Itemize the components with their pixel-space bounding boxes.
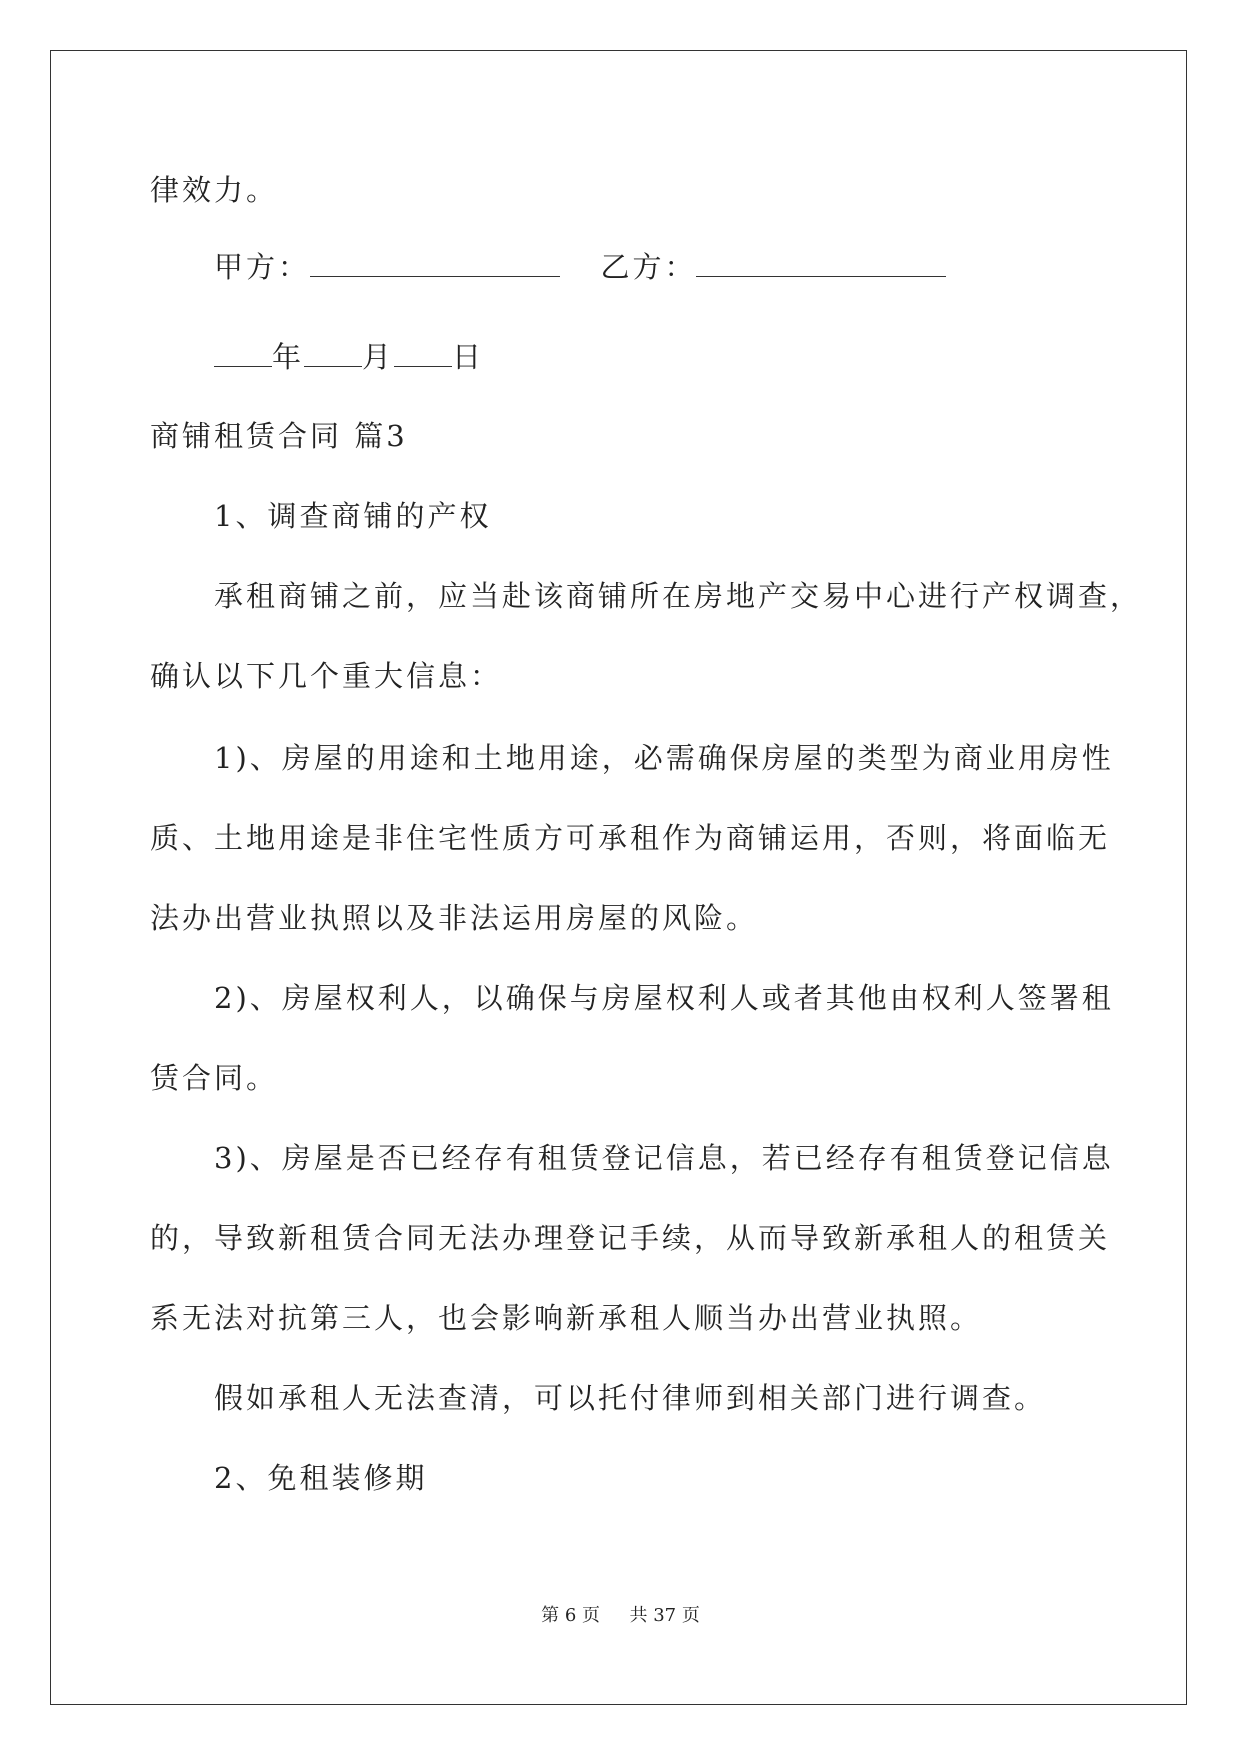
month-blank bbox=[304, 336, 362, 367]
paragraph-line: 系无法对抗第三人，也会影响新承租人顺当办出营业执照。 bbox=[150, 1301, 983, 1335]
paragraph-line: 确认以下几个重大信息： bbox=[150, 659, 503, 693]
page-footer bbox=[0, 1604, 1241, 1628]
day-label: 日 bbox=[452, 340, 485, 374]
signature-row bbox=[214, 246, 946, 287]
party-a-label: 甲方： bbox=[214, 250, 311, 284]
day-blank bbox=[394, 336, 452, 367]
page-total: 共 37 页 bbox=[629, 1605, 700, 1626]
year-label: 年 bbox=[272, 340, 305, 374]
paragraph-line: 法办出营业执照以及非法运用房屋的风险。 bbox=[150, 901, 759, 935]
party-b-label: 乙方： bbox=[600, 250, 697, 284]
paragraph-line: 假如承租人无法查清，可以托付律师到相关部门进行调查。 bbox=[214, 1381, 1047, 1415]
paragraph-line: 的，导致新租赁合同无法办理登记手续，从而导致新承租人的租赁关 bbox=[150, 1221, 1111, 1255]
section-heading: 商铺租赁合同 篇3 bbox=[150, 419, 408, 453]
subsection-heading: 1、调查商铺的产权 bbox=[214, 499, 492, 533]
paragraph-line: 赁合同。 bbox=[150, 1061, 279, 1095]
subsection-heading: 2、免租装修期 bbox=[214, 1461, 428, 1495]
party-b-blank bbox=[696, 246, 946, 277]
paragraph-line: 1)、房屋的用途和土地用途，必需确保房屋的类型为商业用房性 bbox=[214, 741, 1114, 775]
paragraph-line: 2)、房屋权利人，以确保与房屋权利人或者其他由权利人签署租 bbox=[214, 981, 1114, 1015]
paragraph-line: 承租商铺之前，应当赴该商铺所在房地产交易中心进行产权调查， bbox=[214, 579, 1143, 613]
party-a-blank bbox=[310, 246, 560, 277]
paragraph-line: 律效力。 bbox=[150, 173, 279, 207]
year-blank bbox=[214, 336, 272, 367]
date-row bbox=[214, 336, 484, 377]
month-label: 月 bbox=[362, 340, 395, 374]
paragraph-line: 3)、房屋是否已经存有租赁登记信息，若已经存有租赁登记信息 bbox=[214, 1141, 1114, 1175]
paragraph-line: 质、土地用途是非住宅性质方可承租作为商铺运用，否则，将面临无 bbox=[150, 821, 1111, 855]
page-border bbox=[50, 50, 1187, 1705]
page-number: 第 6 页 bbox=[541, 1605, 601, 1626]
